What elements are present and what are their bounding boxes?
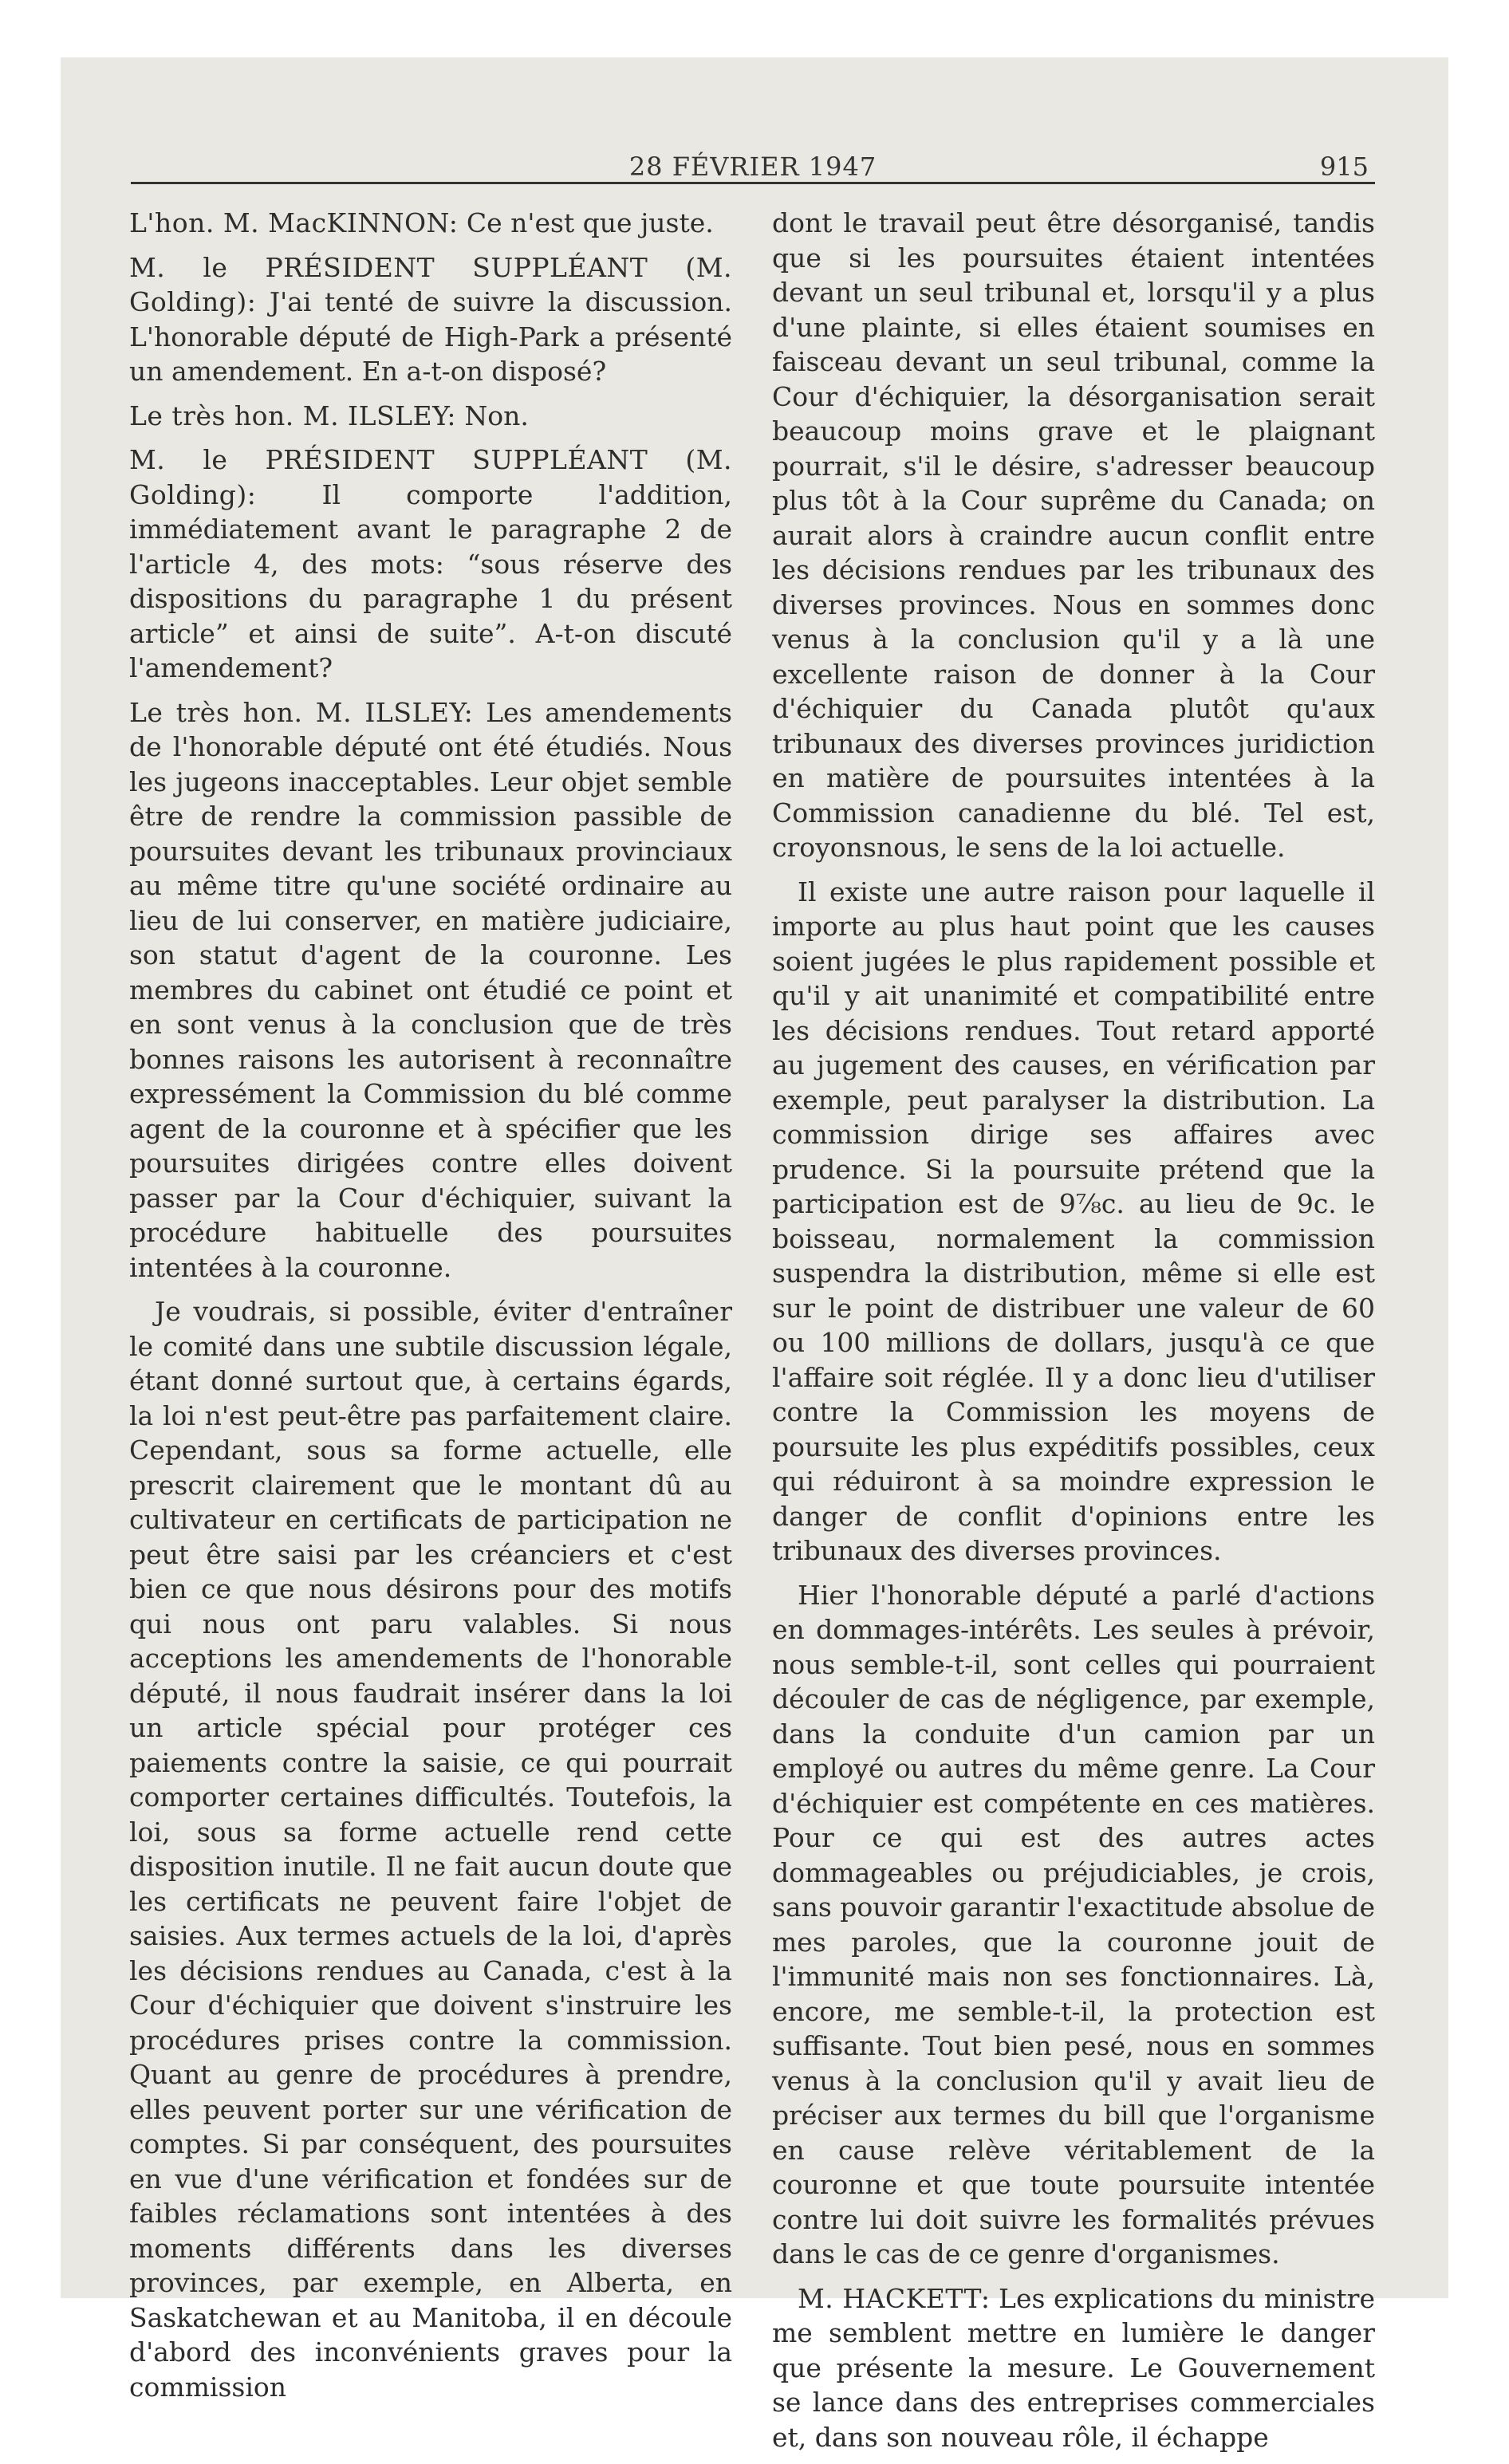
header-rule: [131, 182, 1375, 184]
paragraph-text: Il existe une autre raison pour laquelle il importe au plus haut point que les causes soient jugées le plus rapidement possible et qu'il y ait unanimité et compatibilité entre les décisions rendues. Tout retard apporté au jugement des causes, en vérification par exemple, peut paralyser la distribution. La commission dirige ses affaires avec prudence. Si la poursuite prétend que la participation est de 9⅞c. au lieu de 9c. le boisseau, normalement la commission suspendra la distribution, même si elle est sur le point de distribuer une valeur de 60 ou 100 millions de dollars, jusqu'à ce que l'affaire soit réglée. Il y a donc lieu d'utiliser contre la Commission les moyens de poursuite les plus expéditifs possibles, ceux qui réduiront à sa moindre expression le danger de conflit d'opinions entre les tribunaux des diverses provinces.: [772, 876, 1375, 1566]
paragraph-text: J'ai tenté de suivre la discussion. L'honorable député de High-Park a présenté un amendement. En a-t-on disposé?: [129, 286, 732, 387]
paragraph-text: Hier l'honorable député a parlé d'actions en dommages-intérêts. Les seules à prévoir, nous semble-t-il, sont celles qui pourraient découler de cas de négligence, par exemple, dans la conduite d'un camion par un employé ou autres du même genre. La Cour d'échiquier est compétente en ces matières. Pour ce qui est des autres actes dommageables ou préjudiciables, je crois, sans pouvoir garantir l'exactitude absolue de mes paroles, que la couronne jouit de l'immunité mais non ses fonctionnaires. Là, encore, me semble-t-il, la protection est suffisante. Tout bien pesé, nous en sommes venus à la conclusion qu'il y avait lieu de préciser aux termes du bill que l'organisme en cause relève véritablement de la couronne et que toute poursuite intentée contre lui doit suivre les formalités prévues dans le cas de ce genre d'organismes.: [772, 1579, 1375, 2269]
left-column: [129, 206, 732, 2414]
page-header: [131, 152, 1375, 199]
paragraph: [129, 206, 732, 241]
paragraph: [129, 250, 732, 389]
right-column: [772, 206, 1375, 2464]
paragraph-text: Les amendements de l'honorable député ont été étudiés. Nous les jugeons inacceptables. Leur objet semble être de rendre la commission passible de poursuites devant les tribunaux provinciaux au même titre qu'une société ordinaire au lieu de lui conserver, en matière judiciaire, son statut d'agent de la couronne. Les membres du cabinet ont étudié ce point et en sont venus à la conclusion que de très bonnes raisons les autorisent à reconnaître expressément la Commission du blé comme agent de la couronne et à spécifier que les poursuites dirigées contre elles doivent passer par la Cour d'échiquier, suivant la procédure habituelle des poursuites intentées à la couronne.: [129, 696, 732, 1283]
page-date: 28 FÉVRIER 1947: [628, 152, 877, 182]
speaker-name: M. HACKETT:: [798, 2282, 991, 2314]
speaker-name: L'hon. M. MacKINNON:: [129, 207, 459, 238]
speaker-name: Le très hon. M. ILSLEY:: [129, 400, 456, 431]
paragraph-text: Non.: [455, 400, 529, 431]
paragraph: [772, 875, 1375, 1569]
paragraph-text: dont le travail peut être désorganisé, tandis que si les poursuites étaient intentées devant un seul tribunal et, lorsqu'il y a plus d'une plainte, si elles étaient soumises en faisceau devant un seul tribunal, comme la Cour d'échiquier, la désorganisation serait beaucoup moins grave et le plaignant pourrait, s'il le désire, s'adresser beaucoup plus tôt à la Cour suprême du Canada; on aurait alors à craindre aucun conflit entre les décisions rendues par les tribunaux des diverses provinces. Nous en sommes donc venus à la conclusion qu'il y a là une excellente raison de donner à la Cour d'échiquier du Canada plutôt qu'aux tribunaux des diverses provinces juridiction en matière de poursuites intentées à la Commission canadienne du blé. Tel est, croyonsnous, le sens de la loi actuelle.: [772, 207, 1375, 863]
paragraph-text: Il comporte l'addition, immédiatement avant le paragraphe 2 de l'article 4, des mots: “sous réserve des dispositions du paragraphe 1 du présent article” et ainsi de suite”. A-t-on discuté l'amendement?: [129, 478, 732, 683]
speaker-name: M. le PRÉSIDENT SUPPLÉANT (M. Golding):: [129, 444, 732, 510]
paragraph: [129, 1294, 732, 2404]
paragraph: [129, 695, 732, 1285]
paragraph: [772, 2281, 1375, 2455]
page-number: 915: [1319, 152, 1369, 182]
speaker-name: M. le PRÉSIDENT SUPPLÉANT (M. Golding):: [129, 251, 732, 317]
speaker-name: Le très hon. M. ILSLEY:: [129, 696, 474, 728]
paragraph-text: Je voudrais, si possible, éviter d'entraîner le comité dans une subtile discussion légale, étant donné surtout que, à certains égards, la loi n'est peut-être pas parfaitement claire. Cependant, sous sa forme actuelle, elle prescrit clairement que le montant dû au cultivateur en certificats de participation ne peut être saisi par les créanciers et c'est bien ce que nous désirons pour des motifs qui nous ont paru valables. Si nous acceptions les amendements de l'honorable député, il nous faudrait insérer dans la loi un article spécial pour protéger ces paiements contre la saisie, ce qui pourrait comporter certaines difficultés. Toutefois, la loi, sous sa forme actuelle rend cette disposition inutile. Il ne fait aucun doute que les certificats ne peuvent faire l'objet de saisies. Aux termes actuels de la loi, d'après les décisions rendues au Canada, c'est à la Cour d'échiquier que doivent s'instruire les procédures prises contre la commission. Quant au genre de procédures à prendre, elles peuvent porter sur une vérification de comptes. Si par conséquent, des poursuites en vue d'une vérification et fondées sur de faibles réclamations sont intentées à des moments différents dans les diverses provinces, par exemple, en Alberta, en Saskatchewan et au Manitoba, il en découle d'abord des inconvénients graves pour la commission: [129, 1296, 732, 2403]
paragraph-text: Les explications du ministre me semblent mettre en lumière le danger que présente la mesure. Le Gouvernement se lance dans des entreprises commerciales et, dans son nouveau rôle, il échappe: [772, 2282, 1375, 2453]
paragraph: [772, 1578, 1375, 2272]
paragraph-text: Ce n'est que juste.: [458, 207, 714, 238]
paragraph: [129, 443, 732, 686]
paragraph: [772, 206, 1375, 865]
paragraph: [129, 399, 732, 434]
